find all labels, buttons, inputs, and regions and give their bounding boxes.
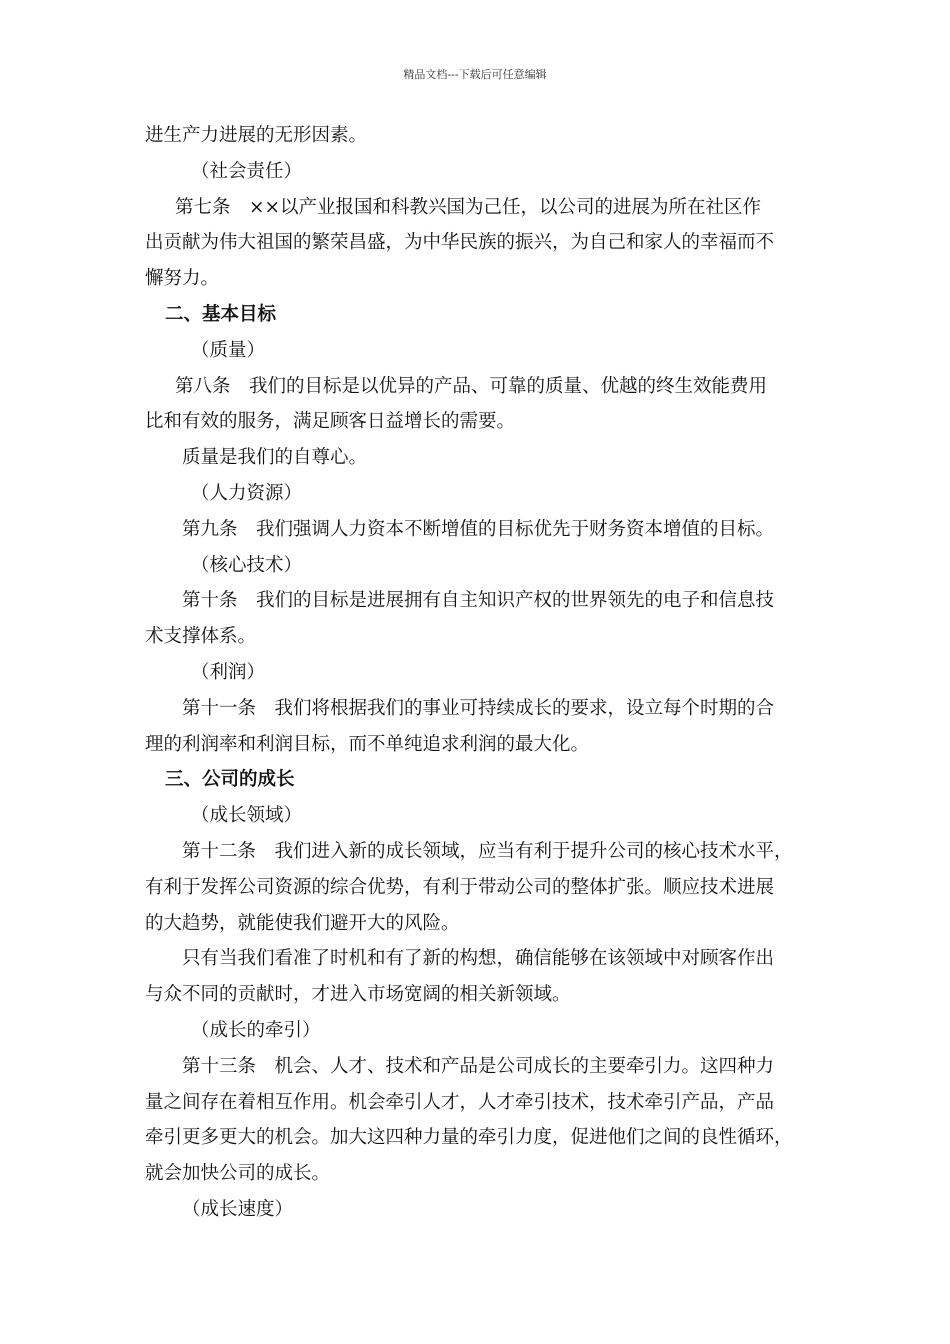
document-body xyxy=(145,118,815,1228)
section-label-growth-areas: （成长领域） xyxy=(191,805,303,827)
paragraph-line: 进生产力进展的无形因素。 xyxy=(145,125,368,146)
article-10-line-1: 第十条 我们的目标是进展拥有自主知识产权的世界领先的电子和信息技 xyxy=(182,590,775,612)
section-label-growth-traction: （成长的牵引） xyxy=(191,1019,321,1041)
article-10-line-2: 术支撑体系。 xyxy=(145,626,257,648)
chapter-heading-company-growth: 三、公司的成长 xyxy=(165,769,295,791)
section-label-profit: （利润） xyxy=(191,661,266,683)
article-13-line-3: 牵引更多更大的机会。加大这四种力量的牵引力度，促进他们之间的良性循环， xyxy=(145,1127,793,1149)
article-12-para-2-line-1: 只有当我们看准了时机和有了新的构想，确信能够在该领域中对顾客作出 xyxy=(182,948,775,970)
chapter-heading-basic-goals: 二、基本目标 xyxy=(165,303,277,325)
article-7-line-3: 懈努力。 xyxy=(145,268,220,290)
quality-statement: 质量是我们的自尊心。 xyxy=(182,447,368,469)
section-label-human-resources: （人力资源） xyxy=(191,482,303,504)
article-8-line-1: 第八条 我们的目标是以优异的产品、可靠的质量、优越的终生效能费用 xyxy=(175,375,768,397)
article-7-line-2: 出贡献为伟大祖国的繁荣昌盛，为中华民族的振兴，为自己和家人的幸福而不 xyxy=(145,232,775,254)
page-header: 精品文档---下载后可任意编辑 xyxy=(403,68,547,81)
article-8-line-2: 比和有效的服务，满足顾客日益增长的需要。 xyxy=(145,411,516,433)
article-7-line-1: 第七条 ××以产业报国和科教兴国为己任，以公司的进展为所在社区作 xyxy=(175,196,762,218)
section-label-social-responsibility: （社会责任） xyxy=(191,160,303,182)
section-label-quality: （质量） xyxy=(191,339,266,361)
article-12-para-2-line-2: 与众不同的贡献时，才进入市场宽阔的相关新领域。 xyxy=(145,984,571,1006)
article-12-line-3: 的大趋势，就能使我们避开大的风险。 xyxy=(145,912,460,934)
section-label-growth-speed: （成长速度） xyxy=(182,1198,294,1220)
article-12-line-1: 第十二条 我们进入新的成长领域，应当有利于提升公司的核心技术水平， xyxy=(182,840,793,862)
article-11-line-1: 第十一条 我们将根据我们的事业可持续成长的要求，设立每个时期的合 xyxy=(182,697,775,719)
article-9: 第九条 我们强调人力资本不断增值的目标优先于财务资本增值的目标。 xyxy=(182,518,775,540)
article-13-line-2: 量之间存在着相互作用。机会牵引人才，人才牵引技术，技术牵引产品，产品 xyxy=(145,1091,775,1113)
article-12-line-2: 有利于发挥公司资源的综合优势，有利于带动公司的整体扩张。顺应技术进展 xyxy=(145,876,775,898)
article-11-line-2: 理的利润率和利润目标，而不单纯追求利润的最大化。 xyxy=(145,733,590,755)
section-label-core-technology: （核心技术） xyxy=(191,554,303,576)
article-13-line-1: 第十三条 机会、人才、技术和产品是公司成长的主要牵引力。这四种力 xyxy=(182,1055,775,1077)
article-13-line-4: 就会加快公司的成长。 xyxy=(145,1163,331,1185)
